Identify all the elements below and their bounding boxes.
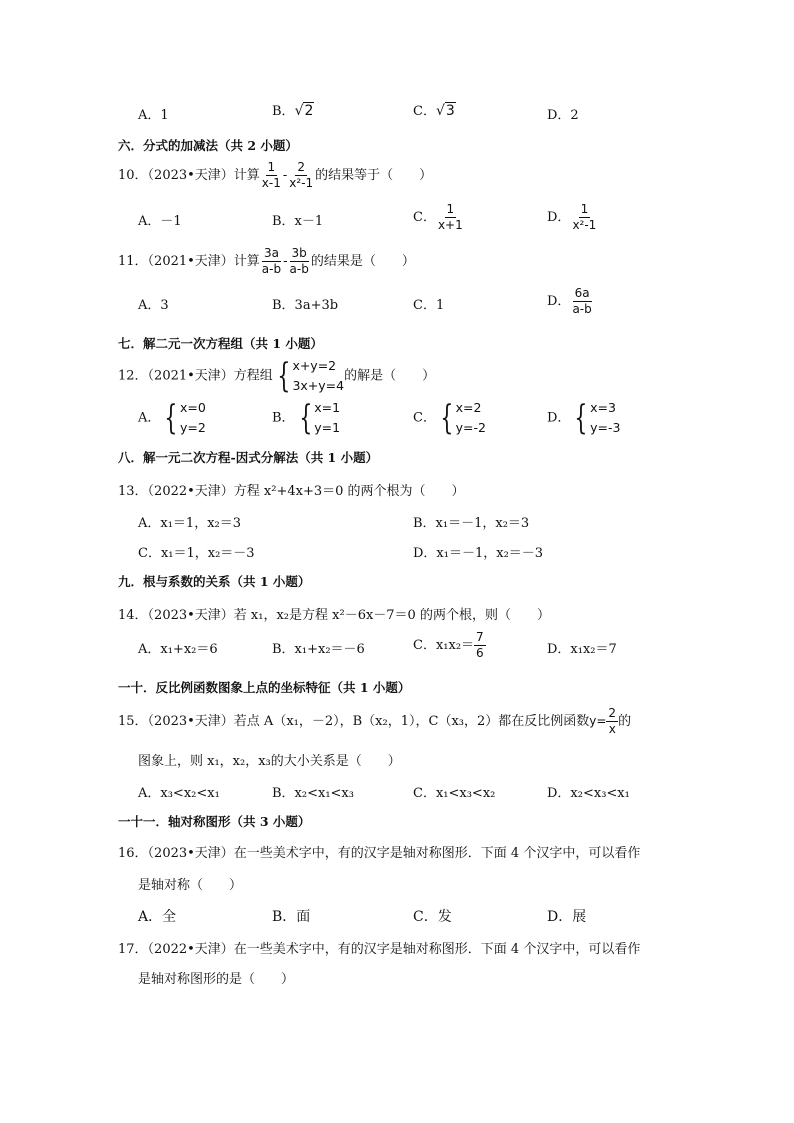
q15-option-d: D．x₂<x₃<x₁ (547, 786, 630, 801)
q12-option-a-label: A． (138, 410, 161, 426)
q11-fraction-2 (288, 246, 311, 277)
q9-option-b-label: B． (272, 104, 295, 119)
q15-lead: 15．（2023•天津）若点 A（x₁，－2），B（x₂，1），C（x₃，2）都在反比例函数 (118, 714, 590, 729)
q11-tail: 的结果是（ ） (310, 254, 415, 269)
q10-fraction-1 (260, 160, 283, 191)
q15-option-b: B．x₂<x₁<x₃ (272, 786, 354, 801)
question-12 (118, 356, 435, 396)
question-16-line-2: 是轴对称（ ） (138, 878, 243, 893)
q12-equation-1: x+y=2 (292, 358, 337, 373)
numerator: 7 (476, 630, 484, 644)
q10-tail: 的结果等于（ ） (315, 168, 433, 183)
q11-option-d-label: D． (547, 294, 571, 309)
q10-option-c-label: C． (413, 210, 436, 225)
q15-after: 的 (618, 714, 632, 729)
q12-option-d (547, 398, 620, 438)
denominator: x²-1 (572, 218, 597, 232)
q11-option-d (547, 286, 594, 317)
q14-option-a: A．x₁+x₂＝6 (138, 642, 218, 657)
left-brace: { (440, 398, 454, 438)
q10-f2-numerator: 2 (297, 160, 306, 174)
solution-y: y=-2 (455, 420, 486, 435)
numerator: 6a (574, 286, 590, 300)
q9-option-c (413, 100, 456, 119)
q12-lead: 12．（2021•天津）方程组 (118, 368, 273, 384)
q15-line-2: 图象上，则 x₁，x₂，x₃的大小关系是（ ） (138, 754, 401, 769)
question-14: 14．（2023•天津）若 x₁，x₂是方程 x²－6x－7＝0 的两个根，则（ ） (118, 608, 550, 623)
q13-option-b: B．x₁＝－1，x₂＝3 (413, 516, 530, 531)
q11-option-a: A．3 (138, 298, 169, 313)
q15-function-fraction (606, 706, 618, 737)
q16-option-c: C．发 (413, 909, 452, 925)
section-9-title: 九．根与系数的关系（共 1 小题） (118, 574, 311, 589)
numerator: 2 (608, 706, 617, 720)
section-8-title: 八．解一元二次方程-因式分解法（共 1 小题） (118, 450, 379, 465)
q16-option-b: B．面 (272, 909, 311, 925)
q10-minus: - (282, 168, 288, 183)
q13-option-a: A．x₁＝1，x₂＝3 (138, 516, 242, 531)
denominator: x+1 (437, 218, 463, 232)
q16-option-d: D．展 (547, 909, 587, 925)
q11-fraction-1 (260, 246, 283, 277)
q15-option-c: C．x₁<x₃<x₂ (413, 786, 496, 801)
q12-option-c-label: C． (413, 410, 436, 426)
denominator: a-b (572, 302, 592, 316)
option-system (570, 398, 620, 438)
denominator: x (608, 722, 616, 736)
question-17-line-1: 17．（2022•天津）在一些美术字中，有的汉字是轴对称图形．下面 4 个汉字中，可以看作 (118, 942, 641, 957)
solution-x: x=2 (455, 400, 482, 415)
section-7-title: 七．解二元一次方程组（共 1 小题） (118, 336, 323, 351)
left-brace: { (298, 398, 312, 438)
q9-option-c-radicand: 3 (445, 103, 455, 119)
q16-option-a: A．全 (138, 909, 177, 925)
solution-y: y=1 (314, 420, 341, 435)
sqrt-symbol: √2 (294, 103, 314, 119)
option-system (295, 398, 340, 438)
section-6-title: 六．分式的加减法（共 2 小题） (118, 138, 298, 153)
q11-option-d-fraction (570, 286, 593, 317)
q15-function-y: y= (589, 714, 607, 728)
numerator: 3a (263, 246, 279, 260)
q9-option-a: A．1 (138, 108, 169, 123)
q10-lead: 10．（2023•天津）计算 (118, 168, 260, 183)
q14-option-d: D．x₁x₂＝7 (547, 642, 617, 657)
option-system (160, 398, 205, 438)
q13-option-c: C．x₁＝1，x₂＝－3 (138, 546, 255, 561)
q10-option-d (547, 202, 598, 233)
question-11 (118, 246, 415, 277)
q10-option-a: A．－1 (138, 214, 182, 229)
question-13: 13．（2022•天津）方程 x²+4x+3＝0 的两个根为（ ） (118, 484, 465, 499)
numerator: 1 (446, 202, 455, 216)
q14-option-b: B．x₁+x₂＝－6 (272, 642, 365, 657)
q12-option-a (138, 398, 206, 438)
q12-equation-system (273, 356, 344, 396)
q10-option-c-fraction (436, 202, 465, 233)
solution-y: y=2 (180, 420, 206, 435)
q10-f2-denominator: x²-1 (289, 176, 314, 190)
denominator: a-b (289, 262, 309, 276)
q12-option-b (272, 398, 340, 438)
q9-option-d: D．2 (547, 108, 579, 123)
question-10 (118, 160, 432, 191)
q9-option-b-radicand: 2 (304, 103, 314, 119)
left-brace: { (574, 398, 588, 438)
q14-option-c (413, 630, 486, 661)
q12-option-c (413, 398, 486, 438)
q10-option-d-label: D． (547, 210, 571, 225)
q10-option-b: B．x－1 (272, 214, 324, 229)
q12-option-d-label: D． (547, 410, 571, 426)
solution-x: x=0 (180, 400, 206, 415)
left-brace: { (164, 398, 178, 438)
q9-option-b (272, 100, 314, 119)
denominator: 6 (476, 646, 484, 660)
q14-option-c-fraction (474, 630, 486, 661)
q15-option-a: A．x₃<x₂<x₁ (138, 786, 220, 801)
section-11-title: 一十一．轴对称图形（共 3 小题） (118, 814, 311, 829)
section-10-title: 一十．反比例函数图象上点的坐标特征（共 1 小题） (118, 680, 411, 695)
question-17-line-2: 是轴对称图形的是（ ） (138, 972, 295, 987)
question-16-line-1: 16．（2023•天津）在一些美术字中，有的汉字是轴对称图形．下面 4 个汉字中，可以看作 (118, 846, 641, 861)
q10-f1-numerator: 1 (267, 160, 276, 174)
question-15 (118, 706, 631, 737)
q12-equation-2: 3x+y=4 (292, 378, 345, 393)
q10-option-d-fraction (570, 202, 598, 233)
numerator: 3b (291, 246, 307, 260)
q11-lead: 11．（2021•天津）计算 (118, 254, 260, 269)
q11-option-b: B．3a+3b (272, 298, 339, 313)
q11-minus: - (283, 254, 288, 269)
solution-y: y=-3 (590, 420, 621, 435)
q10-f1-denominator: x-1 (261, 176, 281, 190)
solution-x: x=1 (314, 400, 341, 415)
q9-option-c-label: C． (413, 104, 436, 119)
sqrt-symbol: √3 (435, 103, 455, 119)
q10-fraction-2 (287, 160, 315, 191)
option-system (436, 398, 486, 438)
left-brace: { (277, 356, 291, 396)
q10-option-c (413, 202, 465, 233)
q12-option-b-label: B． (272, 410, 295, 426)
q14-option-c-label: C．x₁x₂＝ (413, 638, 475, 653)
denominator: a-b (261, 262, 282, 276)
q13-option-d: D．x₁＝－1，x₂＝－3 (413, 546, 544, 561)
q12-tail: 的解是（ ） (344, 368, 436, 384)
q11-option-c: C．1 (413, 298, 445, 313)
solution-x: x=3 (590, 400, 616, 415)
numerator: 1 (580, 202, 589, 216)
